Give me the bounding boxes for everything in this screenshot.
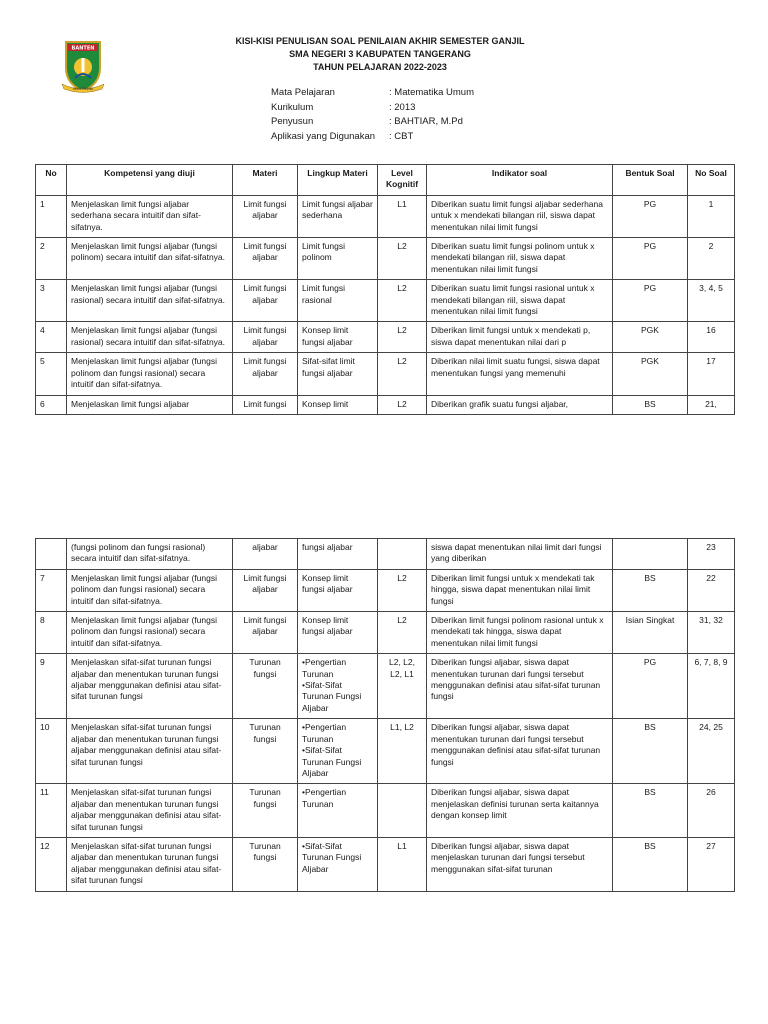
cell-materi: aljabar: [233, 539, 298, 570]
cell-lingkup: [298, 654, 378, 719]
cell-materi: Limit fungsi aljabar: [233, 280, 298, 322]
title-line-3: TAHUN PELAJARAN 2022-2023: [313, 62, 447, 72]
lingkup-list: [302, 787, 373, 810]
table-row: [36, 322, 735, 353]
lingkup-item: • Sifat-Sifat Turunan Fungsi Aljabar: [302, 680, 373, 714]
cell-level: L2: [378, 612, 427, 654]
col-header-materi: Materi: [233, 165, 298, 196]
col-header-lingkup: Lingkup Materi: [298, 165, 378, 196]
info-row-curriculum: [271, 101, 474, 116]
table-row: [36, 612, 735, 654]
cell-indikator: siswa dapat menentukan nilai limit dari fungsi yang diberikan: [427, 539, 613, 570]
cell-indikator: Diberikan limit fungsi polinom rasional untuk x mendekati tak hingga, siswa dapat menentukan nilai limit fungsi: [427, 612, 613, 654]
cell-nosoal: 27: [688, 837, 735, 891]
table-row: [36, 569, 735, 611]
cell-lingkup: [298, 569, 378, 611]
cell-kompetensi: Menjelaskan limit fungsi aljabar (fungsi rasional) secara intuitif dan sifat-sifatnya.: [67, 322, 233, 353]
title-line-2: SMA NEGERI 3 KABUPATEN TANGERANG: [289, 49, 471, 59]
info-label: Mata Pelajaran: [271, 87, 335, 98]
cell-indikator: Diberikan fungsi aljabar, siswa dapat menentukan turunan dari fungsi tersebut menggunakan definisi atau sifat-sifat turunan fungsi: [427, 719, 613, 784]
lingkup-item: • Pengertian Turunan: [302, 657, 373, 680]
cell-no: 6: [36, 395, 67, 414]
info-value: : CBT: [389, 130, 414, 142]
cell-kompetensi: Menjelaskan limit fungsi aljabar (fungsi polinom dan fungsi rasional) secara intuitif dan sifat-sifatnya.: [67, 569, 233, 611]
cell-lingkup: [298, 612, 378, 654]
cell-bentuk: Isian Singkat: [613, 612, 688, 654]
cell-level: L1: [378, 837, 427, 891]
cell-bentuk: PG: [613, 238, 688, 280]
col-header-indikator: Indikator soal: [427, 165, 613, 196]
cell-bentuk: PG: [613, 280, 688, 322]
cell-lingkup: [298, 238, 378, 280]
table-row: [36, 837, 735, 891]
cell-indikator: Diberikan fungsi aljabar, siswa dapat menjelaskan definisi turunan serta kaitannya dengan konsep limit: [427, 784, 613, 838]
lingkup-list: [302, 657, 373, 714]
cell-level: L2, L2, L2, L1: [378, 654, 427, 719]
cell-bentuk: BS: [613, 569, 688, 611]
cell-bentuk: [613, 539, 688, 570]
lingkup-item: • Pengertian Turunan: [302, 787, 373, 810]
info-label: Kurikulum: [271, 101, 314, 113]
cell-materi: Turunan fungsi: [233, 719, 298, 784]
col-header-nosoal: No Soal: [688, 165, 735, 196]
col-header-kompetensi: Kompetensi yang diuji: [67, 165, 233, 196]
info-label: Penyusun: [271, 116, 314, 127]
cell-nosoal: 21,: [688, 395, 735, 414]
cell-kompetensi: Menjelaskan limit fungsi aljabar (fungsi rasional) secara intuitif dan sifat-sifatnya.: [67, 280, 233, 322]
cell-no: 7: [36, 569, 67, 611]
table-row: [36, 395, 735, 414]
document-page-2: [0, 470, 768, 1024]
cell-kompetensi: Menjelaskan limit fungsi aljabar (fungsi polinom dan fungsi rasional) secara intuitif dan sifat-sifatnya.: [67, 353, 233, 395]
cell-lingkup: [298, 395, 378, 414]
cell-level: L2: [378, 569, 427, 611]
cell-kompetensi: (fungsi polinom dan fungsi rasional) secara intuitif dan sifat-sifatnya.: [67, 539, 233, 570]
cell-nosoal: 22: [688, 569, 735, 611]
cell-materi: Limit fungsi aljabar: [233, 612, 298, 654]
cell-kompetensi: Menjelaskan limit fungsi aljabar (fungsi polinom) secara intuitif dan sifat-sifatnya.: [67, 238, 233, 280]
cell-kompetensi: Menjelaskan sifat-sifat turunan fungsi aljabar dan menentukan turunan fungsi aljabar menggunakan definisi atau sifat-sifat turunan fungsi: [67, 784, 233, 838]
cell-indikator: Diberikan limit fungsi untuk x mendekati tak hingga, siswa dapat menentukan nilai limit fungsi: [427, 569, 613, 611]
cell-bentuk: BS: [613, 837, 688, 891]
lingkup-item: • Sifat-Sifat Turunan Fungsi Aljabar: [302, 745, 373, 779]
document-info: [271, 86, 474, 144]
cell-materi: Limit fungsi aljabar: [233, 353, 298, 395]
info-label: Aplikasi yang Digunakan: [271, 130, 376, 142]
lingkup-list: [302, 722, 373, 779]
lingkup-list: [302, 841, 373, 875]
cell-indikator: Diberikan suatu limit fungsi aljabar sederhana untuk x mendekati bilangan riil, siswa dapat menentukan nilai limit fungsi: [427, 195, 613, 237]
lingkup-text: Limit fungsi aljabar sederhana: [302, 198, 373, 221]
cell-nosoal: 31, 32: [688, 612, 735, 654]
info-value: : BAHTIAR, M.Pd: [389, 116, 463, 127]
cell-lingkup: [298, 719, 378, 784]
cell-materi: Limit fungsi aljabar: [233, 195, 298, 237]
banten-province-emblem-icon: [58, 38, 108, 94]
cell-bentuk: BS: [613, 395, 688, 414]
cell-no: 1: [36, 195, 67, 237]
cell-indikator: Diberikan nilai limit suatu fungsi, siswa dapat menentukan fungsi yang memenuhi: [427, 353, 613, 395]
emblem-text: BANTEN: [71, 45, 95, 52]
cell-kompetensi: Menjelaskan sifat-sifat turunan fungsi aljabar dan menentukan turunan fungsi aljabar menggunakan definisi atau sifat-sifat turunan fungsi: [67, 654, 233, 719]
cell-lingkup: [298, 353, 378, 395]
cell-nosoal: 3, 4, 5: [688, 280, 735, 322]
cell-level: L2: [378, 238, 427, 280]
cell-materi: Limit fungsi: [233, 395, 298, 414]
table-row: [36, 353, 735, 395]
table-body: [36, 195, 735, 414]
cell-level: L2: [378, 395, 427, 414]
cell-level: L2: [378, 353, 427, 395]
cell-lingkup: [298, 322, 378, 353]
col-header-bentuk: Bentuk Soal: [613, 165, 688, 196]
cell-nosoal: 23: [688, 539, 735, 570]
cell-no: 3: [36, 280, 67, 322]
lingkup-text: fungsi aljabar: [302, 542, 353, 552]
cell-kompetensi: Menjelaskan sifat-sifat turunan fungsi aljabar dan menentukan turunan fungsi aljabar menggunakan definisi atau sifat-sifat turunan fungsi: [67, 719, 233, 784]
cell-materi: Turunan fungsi: [233, 654, 298, 719]
cell-no: 11: [36, 784, 67, 838]
cell-no: 4: [36, 322, 67, 353]
table-header-row: [36, 165, 735, 196]
cell-bentuk: BS: [613, 719, 688, 784]
cell-level: L2: [378, 322, 427, 353]
cell-materi: Limit fungsi aljabar: [233, 322, 298, 353]
cell-materi: Turunan fungsi: [233, 784, 298, 838]
table-row: [36, 195, 735, 237]
cell-level: L1, L2: [378, 719, 427, 784]
info-row-subject: [271, 86, 474, 101]
document-page-1: [0, 0, 768, 470]
cell-lingkup: [298, 280, 378, 322]
table-row: [36, 784, 735, 838]
cell-kompetensi: Menjelaskan limit fungsi aljabar sederhana secara intuitif dan sifat-sifatnya.: [67, 195, 233, 237]
cell-indikator: Diberikan fungsi aljabar, siswa dapat menentukan turunan dari fungsi tersebut menggunakan definisi atau sifat-sifat turunan fungsi: [427, 654, 613, 719]
lingkup-text: Limit fungsi polinom: [302, 241, 345, 263]
info-row-author: [271, 115, 474, 130]
cell-lingkup: [298, 784, 378, 838]
table-body: [36, 539, 735, 892]
lingkup-text: Konsep limit fungsi aljabar: [302, 615, 353, 637]
kisi-kisi-table-page-1: [35, 164, 735, 415]
cell-lingkup: [298, 539, 378, 570]
table-row: [36, 280, 735, 322]
cell-bentuk: PGK: [613, 353, 688, 395]
cell-nosoal: 17: [688, 353, 735, 395]
cell-kompetensi: Menjelaskan sifat-sifat turunan fungsi aljabar dan menentukan turunan fungsi aljabar menggunakan definisi atau sifat-sifat turunan fungsi: [67, 837, 233, 891]
cell-level: L2: [378, 280, 427, 322]
table-row: [36, 539, 735, 570]
cell-lingkup: [298, 195, 378, 237]
info-row-application: [271, 130, 474, 145]
lingkup-text: Konsep limit fungsi aljabar: [302, 325, 353, 347]
document-title: [180, 35, 580, 74]
emblem-ribbon-text: IMAN TAQWA: [72, 87, 94, 91]
cell-nosoal: 1: [688, 195, 735, 237]
title-line-1: KISI-KISI PENULISAN SOAL PENILAIAN AKHIR SEMESTER GANJIL: [235, 36, 525, 46]
table-row: [36, 654, 735, 719]
cell-bentuk: PG: [613, 654, 688, 719]
cell-bentuk: PG: [613, 195, 688, 237]
lingkup-text: Limit fungsi rasional: [302, 283, 345, 305]
cell-indikator: Diberikan limit fungsi untuk x mendekati p, siswa dapat menentukan nilai dari p: [427, 322, 613, 353]
table-row: [36, 238, 735, 280]
col-header-no: No: [36, 165, 67, 196]
info-value: : 2013: [389, 101, 416, 113]
cell-kompetensi: Menjelaskan limit fungsi aljabar (fungsi polinom dan fungsi rasional) secara intuitif dan sifat-sifatnya.: [67, 612, 233, 654]
lingkup-item: • Pengertian Turunan: [302, 722, 373, 745]
cell-indikator: Diberikan suatu limit fungsi rasional untuk x mendekati bilangan riil, siswa dapat menentukan nilai limit fungsi: [427, 280, 613, 322]
cell-indikator: Diberikan grafik suatu fungsi aljabar,: [427, 395, 613, 414]
cell-no: [36, 539, 67, 570]
cell-kompetensi: Menjelaskan limit fungsi aljabar: [67, 395, 233, 414]
cell-materi: Turunan fungsi: [233, 837, 298, 891]
col-header-level: Level Kognitif: [378, 165, 427, 196]
table-row: [36, 719, 735, 784]
cell-level: L1: [378, 195, 427, 237]
cell-indikator: Diberikan suatu limit fungsi polinom untuk x mendekati bilangan riil, siswa dapat menentukan nilai limit fungsi: [427, 238, 613, 280]
cell-bentuk: BS: [613, 784, 688, 838]
cell-nosoal: 16: [688, 322, 735, 353]
cell-bentuk: PGK: [613, 322, 688, 353]
lingkup-text: Konsep limit fungsi aljabar: [302, 572, 353, 595]
cell-no: 8: [36, 612, 67, 654]
cell-nosoal: 2: [688, 238, 735, 280]
cell-level: [378, 784, 427, 838]
cell-lingkup: [298, 837, 378, 891]
info-value: : Matematika Umum: [389, 87, 474, 98]
cell-indikator: Diberikan fungsi aljabar, siswa dapat menjelaskan turunan dari fungsi tersebut menggunakan sifat-sifat turunan: [427, 837, 613, 891]
cell-no: 10: [36, 719, 67, 784]
cell-no: 12: [36, 837, 67, 891]
cell-nosoal: 24, 25: [688, 719, 735, 784]
kisi-kisi-table-page-2: [35, 538, 735, 892]
lingkup-item: • Sifat-Sifat Turunan Fungsi Aljabar: [302, 841, 373, 875]
cell-no: 5: [36, 353, 67, 395]
lingkup-text: Sifat-sifat limit fungsi aljabar: [302, 356, 355, 378]
cell-nosoal: 6, 7, 8, 9: [688, 654, 735, 719]
cell-level: [378, 539, 427, 570]
lingkup-text: Konsep limit: [302, 398, 349, 409]
cell-no: 9: [36, 654, 67, 719]
cell-nosoal: 26: [688, 784, 735, 838]
cell-no: 2: [36, 238, 67, 280]
cell-materi: Limit fungsi aljabar: [233, 238, 298, 280]
cell-materi: Limit fungsi aljabar: [233, 569, 298, 611]
